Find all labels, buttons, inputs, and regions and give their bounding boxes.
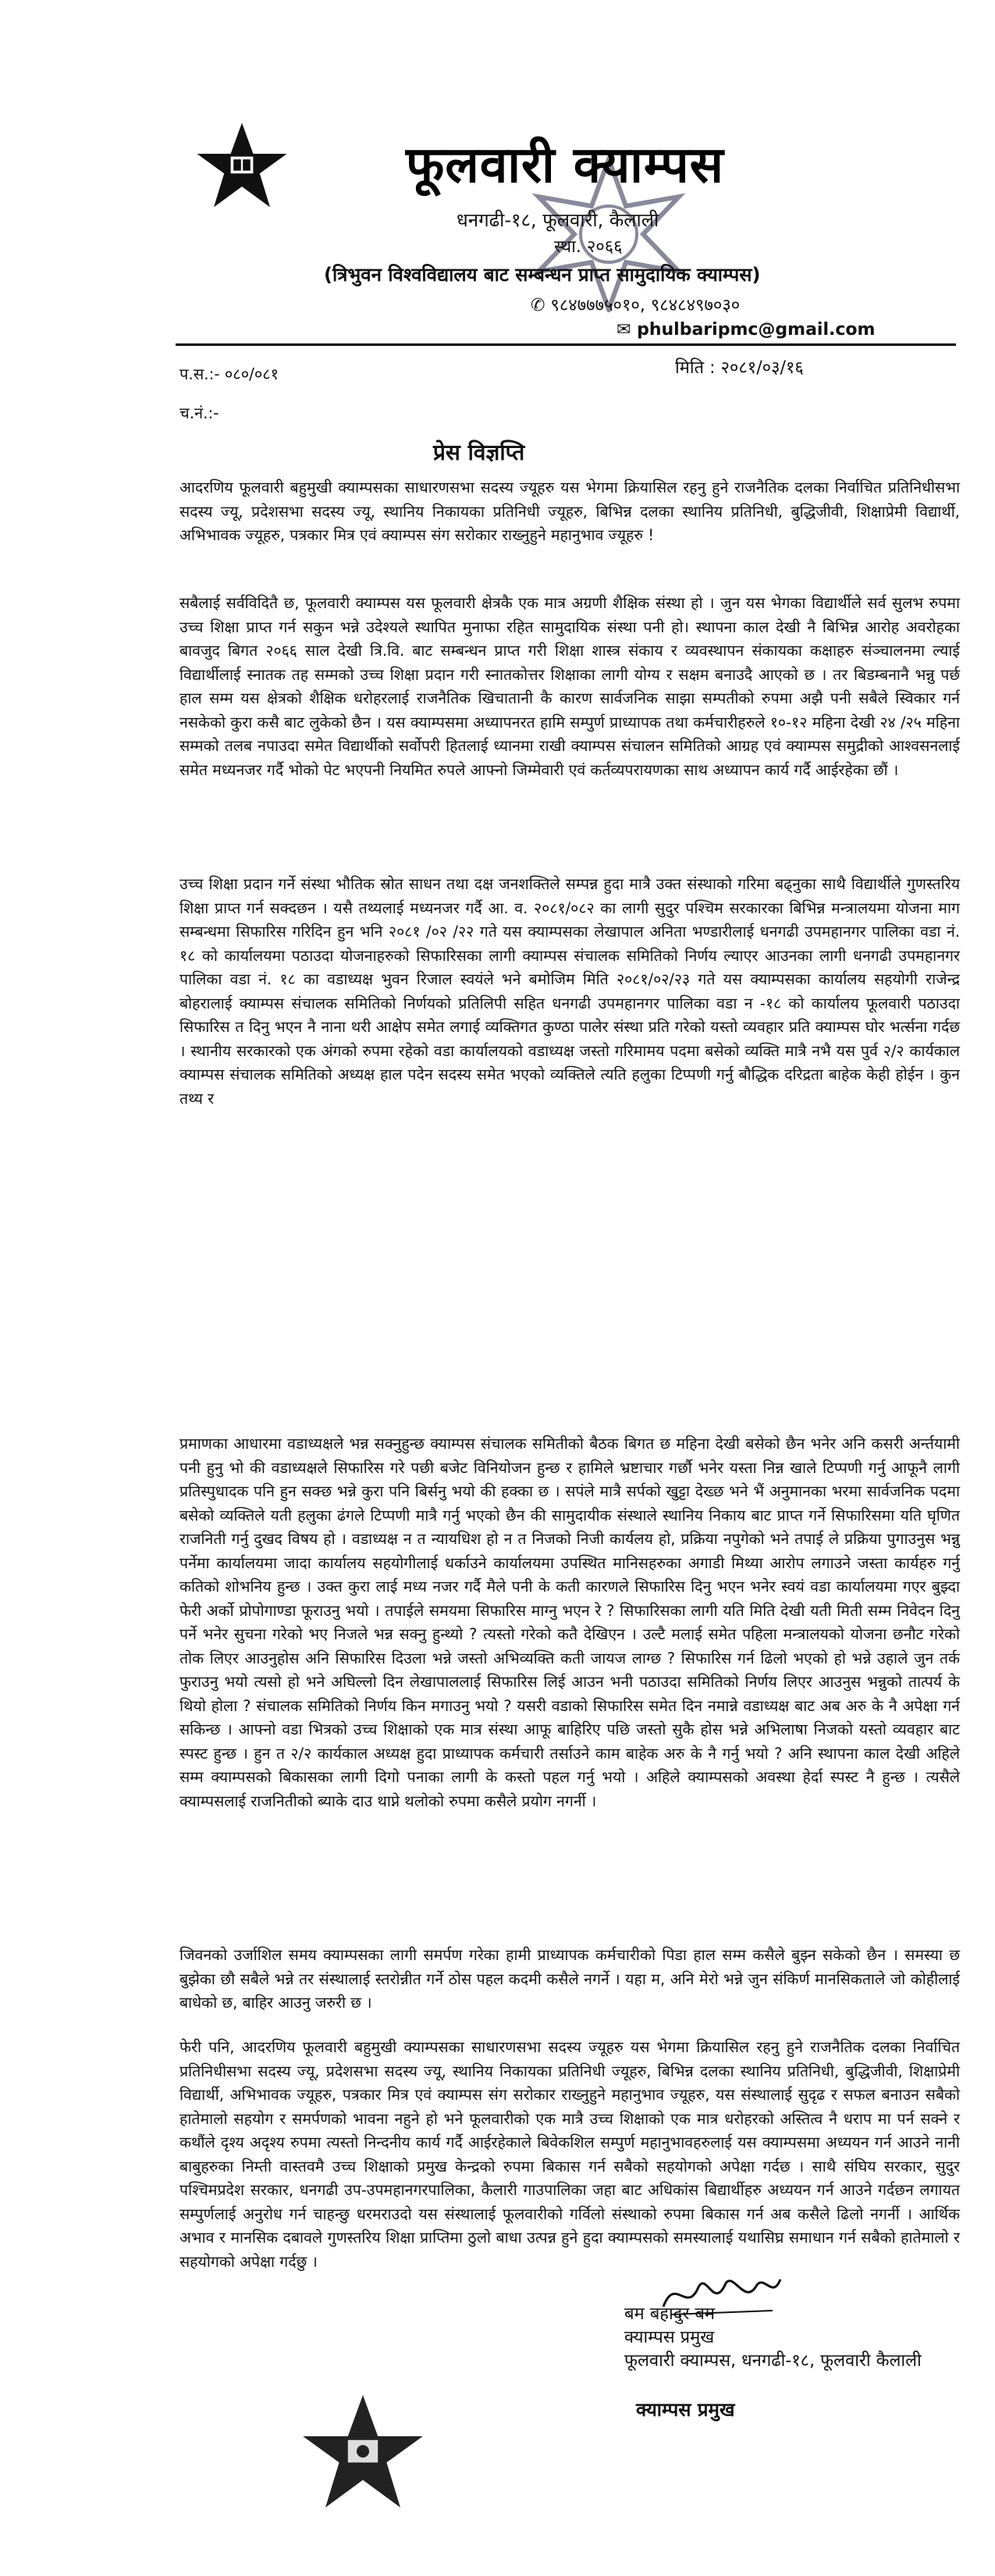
reference-number: प.स.:- ०८०/०८१ [179, 365, 279, 383]
paragraph-salutation: आदरणिय फूलवारी बहुमुखी क्याम्पसका साधारणसभा सदस्य ज्यूहरु यस भेगमा क्रियासिल रहनु हुने राजनैतिक दलका निर्वाचित प्रतिनिधीसभा सदस्य ज्यू, प्रदेशसभा सदस्य ज्यू, स्थानिय निकायका प्रतिनिधी ज्यूहरु, बिभिन्न दलका स्थानिय प्रतिनिधी, बुद्धिजीवी, शिक्षाप्रेमी विद्यार्थी, अभिभावक ज्यूहरु, पत्रकार मित्र एवं क्याम्पस संग सरोकार राख्नुहुने महानुभाव ज्यूहरु ! [179, 479, 960, 544]
paragraph-appeal: फेरी पनि, आदरणिय फूलवारी बहुमुखी क्याम्पसका साधारणसभा सदस्य ज्यूहरु यस भेगमा क्रियासिल रहनु हुने राजनैतिक दलका निर्वाचित प्रतिनिधीसभा सदस्य ज्यू, प्रदेशसभा सदस्य ज्यू, स्थानिय निकायका प्रतिनिधी ज्यूहरु, बिभिन्न दलका स्थानिय प्रतिनिधी, बुद्धिजीवी, शिक्षाप्रेमी विद्यार्थी, अभिभावक ज्यूहरु, पत्रकार मित्र एवं क्याम्पस संग सरोकार राख्नुहुने महानुभाव ज्यूहरु, यस संस्थालाई सुदृढ र सफल बनाउन सबैको हातेमालो सहयोग र समर्पणको भावना नहुने हो भने फूलवारीको एक मात्रै उच्च शिक्षाको एक मात्र धरोहरको अस्तित्व नै धराप मा पर्न सक्ने र कथौंले दृश्य अदृश्य रुपमा त्यस्तो निन्दनीय कार्य गर्दै आईरहेकाले बिवेकशिल सम्पुर्ण महानुभावहरुलाई यस क्याम्पसमा अध्ययन गर्न आउने नानी बाबुहरुका निम्ती वास्तवमै उच्च शिक्षाको प्रमुख केन्द्रको रुपमा बिकास गर्न सबैको सहयोगको अपेक्षा गर्दछ । साथै संघिय सरकार, सुदुर पश्चिमप्रदेश सरकार, धनगढी उप-उपमहानगरपालिका, कैलारी गाउपालिका जहा बाट अधिकांस बिद्यार्थीहरु अध्ययन गर्न आउने गर्दछन लगायत सम्पुर्णलाई अनुरोध गर्न चाहन्छु धरमराउदो यस संस्थालाई फूलवारीको गर्विलो संस्थाको रुपमा बिकास गर्न अब कसैले ढिलो नगर्नी । आर्थिक अभाव र मानसिक दबावले गुणस्तरिय शिक्षा प्राप्तिमा ठुलो बाधा उत्पन्न हुने हुदा क्याम्पसको समस्यालाई यथासिघ्र समाधान गर्न सबैको हातेमालो र सहयोगको अपेक्षा गर्दछु । [179, 2038, 960, 2271]
paragraph-response: प्रमाणका आधारमा वडाध्यक्षले भन्न सक्नुहुन्छ क्याम्पस संचालक समितीको बैठक बिगत छ महिना देखी बसेको छैन भनेर अनि कसरी अर्न्तयामी पनी हुनु भो की वडाध्यक्षले सिफारिस गरे पछी बजेट विनियोजन हुन्छ र हामिले भ्रष्टाचार गर्छौ भनेर यस्ता निन्न खाले टिप्पणी गर्नु आफूनै लागी प्रतिस्पुधादक पनि हुन सक्छ भन्ने कुरा पनि बिर्सनु भयो की हक्का छ । सपंले मात्रै सर्पको खुट्टा देख्छ भने भैं अनुमानका भरमा सार्वजनिक पदमा बसेको व्यक्तिले यती हलुका ढंगले टिप्पणी मात्रै गर्नु भएको छैन की सामुदायीक संस्थाले स्थानिय निकाय बाट प्राप्त गर्ने सिफारिसमा यति घृणित राजनिती गर्नु दुखद विषय हो । वडाध्यक्ष न त न्यायधिश हो न त निजको निजी कार्यलय हो, प्रक्रिया नपुगेको भने तपाई ले प्रक्रिया पुगाउनुस भन्नु पर्नेमा कार्यालयमा जादा कार्यालय सहयोगीलाई धर्काउने कार्यालयमा उपस्थित मानिसहरुका अगाडी मिथ्या आरोप लगाउने जस्ता कार्यहरु गर्नु कतिको शोभनिय हुन्छ । उक्त कुरा लाई मध्य नजर गर्दै मैले पनी के कती कारणले सिफारिस दिनु भएन भनेर स्वयं वडा कार्यालयमा गएर बुझ्दा फेरी अर्को प्रोपोगाण्डा फूराउनु भयो । तपाईले समयमा सिफारिस माग्नु भएन रे ? सिफारिसका लागी यति मिति देखी यती मिती सम्म निवेदन दिनु पर्ने भनेर सुचना गरेको भए निजले भन्न सक्नु हुन्थ्यो ? त्यस्तो गरेको कतै देखिएन । उल्टै मलाई समेत पहिला मन्त्रालयको योजना छनौट गरेको तोक लिएर आउनुहोस अनि सिफारिस दिउला भन्ने जस्तो अभिव्यक्ति कती जायज लाग्छ ? सिफारिस गर्न ढिलो भएको हो भन्ने उहाले जुन तर्क फुराउनु भयो त्यसो हो भने अघिल्लो दिन लेखापाललाई सिफारिस लिई आउन भनी पठाउदा समितिको निर्णय लिएर आउनुस भन्नुको तात्पर्य के थियो होला ? संचालक समितिको निर्णय किन मगाउनु भयो ? यसरी वडाको सिफारिस समेत दिन नमान्ने वडाध्यक्ष बाट अब अरु के नै अपेक्षा गर्न सकिन्छ । आफ्नो वडा भित्रको उच्च शिक्षाको एक मात्र संस्था आफू बाहिरिए पछि जस्तो सुकै होस भन्ने अभिलाषा निजको यस्तो व्यवहार बाट स्पस्ट हुन्छ । हुन त २/२ कार्यकाल अध्यक्ष हुदा प्राध्यापक कर्मचारी तर्साउने काम बाहेक अरु के नै गर्नु भयो ? अनि स्थापना काल देखी अहिले सम्म क्याम्पसको बिकासका लागी दिगो पनाका लागी के कस्तो पहल गर्नु भयो । अहिले क्याम्पसको अवस्था हेर्दा स्पस्ट नै हुन्छ । त्यसैले क्याम्पसलाई राजनितीको ब्याके दाउ थाप्ने थलोको रुपमा कसैले प्रयोग नगर्नी । [179, 1435, 960, 1810]
campus-name: फूलवारी क्याम्पस [406, 137, 724, 194]
signatory-name: बम बहादुर बम [624, 2304, 716, 2324]
email-address: ✉ phulbaripmc@gmail.com [617, 320, 876, 340]
campus-logo-icon [195, 121, 289, 215]
paragraph-incident: उच्च शिक्षा प्रदान गर्ने संस्था भौतिक स्रोत साधन तथा दक्ष जनशक्तिले सम्पन्न हुदा मात्रै उक्त संस्थाको गरिमा बढ्नुका साथै विद्यार्थीले गुणस्तरिय शिक्षा प्राप्त गर्न सक्दछन । यसै तथ्यलाई मध्यनजर गर्दै आ. व. २०८१/०८२ का लागी सुदुर पश्चिम सरकारका बिभिन्न मन्त्रालयमा योजना माग सम्बन्धमा सिफारिस गरिदिन हुन भनि २०८१ /०२ /२२ गते यस क्याम्पसका लेखापाल अनिता भण्डारीलाई धनगढी उपमहानगर पालिका वडा नं. १८ को कार्यालयमा पठाउदा योजनाहरुको सिफारिसका लागी क्याम्पस संचालक समितिको निर्णय ल्याएर आउनका लागी धनगढी उपमहानगर पालिका वडा नं. १८ का वडाध्यक्ष भुवन रिजाल स्वयंले भने बमोजिम मिति २०८१/०२/२३ गते यस क्याम्पसका कार्यालय सहयोगी राजेन्द्र बोहरालाई क्याम्पस संचालक समितिको निर्णयको प्रतिलिपी सहित धनगढी उपमहानगर पालिका वडा न -१८ को कार्यालय फूलवारी पठाउदा सिफारिस त दिनु भएन नै नाना थरी आक्षेप समेत लगाई व्यक्तिगत कुण्ठा पालेर संस्था प्रति गरेको यस्तो व्यवहार प्रति क्याम्पस घोर भर्त्सना गर्दछ । स्थानीय सरकारको एक अंगको रुपमा रहेको वडा कार्यालयको वडाध्यक्ष जस्तो गरिमामय पदमा बसेको व्यक्ति मात्रै नभै यस पुर्व २/२ कार्यकाल क्याम्पस संचालक समितिको अध्यक्ष हाल पदेन सदस्य समेत भएको व्यक्तिले त्यति हलुका टिप्पणी गर्नु बौद्धिक दरिद्रता बाहेक केही होईन । कुन तथ्य र [179, 875, 960, 1108]
signatory-address: फूलवारी क्याम्पस, धनगढी-१८, फूलवारी कैलाली [624, 2351, 922, 2371]
official-seal-stamp [300, 2393, 425, 2517]
dispatch-number: च.नं.:- [179, 404, 219, 422]
paragraph-staff-plight: जिवनको उर्जाशिल समय क्याम्पसका लागी समर्पण गरेका हामी प्राध्यापक कर्मचारीको पिडा हाल सम्म कसैले बुझ्न सकेको छैन । समस्या छ बुझेका छौ सबैले भन्ने तर संस्थालाई स्तरोन्नीत गर्ने ठोस पहल कदमी कसैले नगर्ने । यहा म, अनि मेरो भन्ने जुन संकिर्ण मानसिकताले जो कोहीलाई बाधेको छ, बाहिर आउनु जरुरी छ । [179, 1946, 960, 2012]
affiliation-text: (त्रिभुवन विश्वविद्यालय बाट सम्बन्धन प्राप्त सामुदायिक क्याम्पस) [324, 264, 761, 286]
paragraph-background: सबैलाई सर्वविदितै छ, फूलवारी क्याम्पस यस फूलवारी क्षेत्रकै एक मात्र अग्रणी शैक्षिक संस्था हो । जुन यस भेगका विद्यार्थीले सर्व सुलभ रुपमा उच्च शिक्षा प्राप्त गर्न सकुन भन्ने उदेश्यले स्थापित मुनाफा रहित सामुदायिक संस्था पनी हो। स्थापना काल देखी नै बिभिन्न आरोह अवरोहका बावजुद बिगत २०६६ साल देखी त्रि.वि. बाट सम्बन्धन प्राप्त गरी शिक्षा शास्त्र संकाय र व्यवस्थापन संकायका कक्षाहरु संञ्चालनमा ल्याई विद्यार्थीलाई स्नातक तह सम्मको उच्च शिक्षा प्रदान गरी स्नातकोत्तर शिक्षाका लागी योग्य र सक्षम बनाउदै आएको छ । तर बिडम्बनानै भन्नु पर्छ हाल सम्म यस क्षेत्रको शैक्षिक धरोहरलाई राजनैतिक खिचातानी कै कारण सार्वजनिक साझा सम्पतीको रुपमा अझै पनी सबैले स्विकार गर्न नसकेको कुरा कसै बाट लुकेको छैन । यस क्याम्पसमा अध्यापनरत हामि सम्पुर्ण प्राध्यापक तथा कर्मचारीहरुले १०-१२ महिना देखी २४ /२५ महिना सम्मको तलब नपाउदा समेत विद्यार्थीको सर्वोपरी हितलाई ध्यानमा राखी क्याम्पस संचालन समितिको आग्रह एवं क्याम्पस समुद्रीको आश्वसनलाई समेत मध्यनजर गर्दै भोको पेट भएपनी नियमित रुपले आफ्नो जिम्मेवारी एवं कर्तव्यपरायणका साथ अध्यापन कार्य गर्दै आईरहेका छौं । [179, 594, 960, 779]
campus-address: धनगढी-१८, फूलवारी, कैलाली [457, 209, 659, 231]
established-year: स्था. २०६६ [554, 237, 623, 257]
signatory-designation: क्याम्पस प्रमुख [624, 2328, 715, 2347]
designation-stamp: क्याम्पस प्रमुख [636, 2399, 735, 2421]
letter-date: मिति : २०८१/०३/१६ [675, 358, 804, 378]
signature-block [624, 2303, 952, 2373]
notice-title: प्रेस विज्ञप्ति [433, 439, 525, 465]
phone-numbers: ✆ ९८४७७७५०१०, ९८४८४९७०३० [531, 296, 741, 315]
header-divider [176, 343, 956, 346]
